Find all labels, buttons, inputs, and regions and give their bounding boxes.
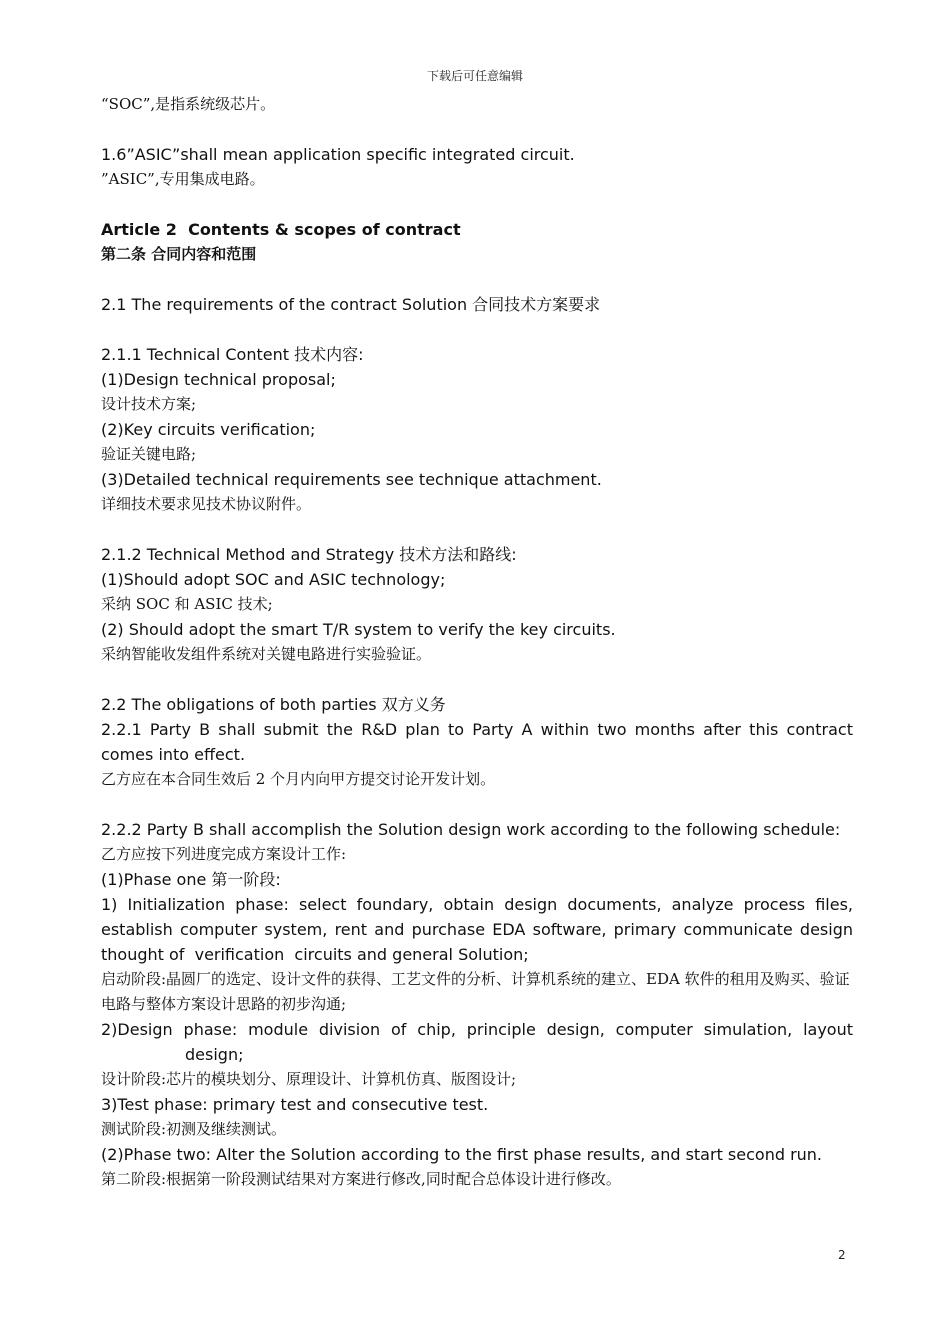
design-phase: 2)Design phase: module division of chip, principle design, computer simulation, layout (101, 1020, 853, 1039)
section-2-1-2-heading: 2.1.2 Technical Method and Strategy 技术方法和路线: (101, 545, 517, 564)
initialization-phase-zh: 启动阶段:晶圆厂的选定、设计文件的获得、工艺文件的分析、计算机系统的建立、EDA 软件的租用及购买、验证电路与整体方案设计思路的初步沟通; (101, 970, 850, 1013)
phase-two: (2)Phase two: Alter the Solution according to the first phase results, and start second run. (101, 1145, 823, 1164)
phase-two-zh: 第二阶段:根据第一阶段测试结果对方案进行修改,同时配合总体设计进行修改。 (101, 1170, 621, 1188)
clause-2-2-2: 2.2.2 Party B shall accomplish the Solution design work according to the following schedule: (101, 820, 841, 839)
section-2-1-1-heading: 2.1.1 Technical Content 技术内容: (101, 345, 364, 364)
section-2-2-heading: 2.2 The obligations of both parties 双方义务 (101, 695, 446, 714)
phase-one-heading: (1)Phase one 第一阶段: (101, 870, 281, 889)
page-number: 2 (838, 1248, 846, 1262)
list-item-zh: 设计技术方案; (101, 395, 197, 413)
clause-2-2-1: 2.2.1 Party B shall submit the R&D plan to Party A within two months after this contract comes into effect. (101, 720, 859, 764)
test-phase-zh: 测试阶段:初测及继续测试。 (101, 1120, 287, 1138)
article-2-heading-zh: 第二条 合同内容和范围 (101, 245, 257, 263)
list-item: (2)Key circuits verification; (101, 420, 316, 439)
definition-asic: 1.6”ASIC”shall mean application specific integrated circuit. (101, 145, 575, 164)
page-header: 下载后可任意编辑 (426, 69, 523, 83)
clause-2-2-2-zh: 乙方应按下列进度完成方案设计工作: (101, 845, 347, 863)
list-item: (1)Should adopt SOC and ASIC technology; (101, 570, 446, 589)
document-body (101, 92, 859, 1192)
section-2-1-heading: 2.1 The requirements of the contract Solution 合同技术方案要求 (101, 295, 601, 314)
design-phase-continued: design; (185, 1045, 244, 1064)
definition-asic-zh: ”ASIC”,专用集成电路。 (101, 170, 265, 188)
test-phase: 3)Test phase: primary test and consecutive test. (101, 1095, 489, 1114)
list-item-zh: 采纳智能收发组件系统对关键电路进行实验验证。 (101, 645, 432, 663)
list-item-zh: 采纳 SOC 和 ASIC 技术; (101, 595, 273, 613)
definition-soc-zh: “SOC”,是指系统级芯片。 (101, 95, 276, 113)
initialization-phase: 1) Initialization phase: select foundary, obtain design documents, analyze process files, establish computer system, rent and purchase EDA software, primary communicate design thought of verification circuits and general Solution; (101, 895, 859, 964)
list-item: (2) Should adopt the smart T/R system to verify the key circuits. (101, 620, 616, 639)
list-item: (3)Detailed technical requirements see technique attachment. (101, 470, 602, 489)
design-phase-zh: 设计阶段:芯片的模块划分、原理设计、计算机仿真、版图设计; (101, 1070, 517, 1088)
list-item-zh: 详细技术要求见技术协议附件。 (101, 495, 312, 513)
clause-2-2-1-zh: 乙方应在本合同生效后 2 个月内向甲方提交讨论开发计划。 (101, 770, 496, 788)
article-2-heading: Article 2 Contents & scopes of contract (101, 220, 461, 239)
list-item: (1)Design technical proposal; (101, 370, 336, 389)
list-item-zh: 验证关键电路; (101, 445, 197, 463)
